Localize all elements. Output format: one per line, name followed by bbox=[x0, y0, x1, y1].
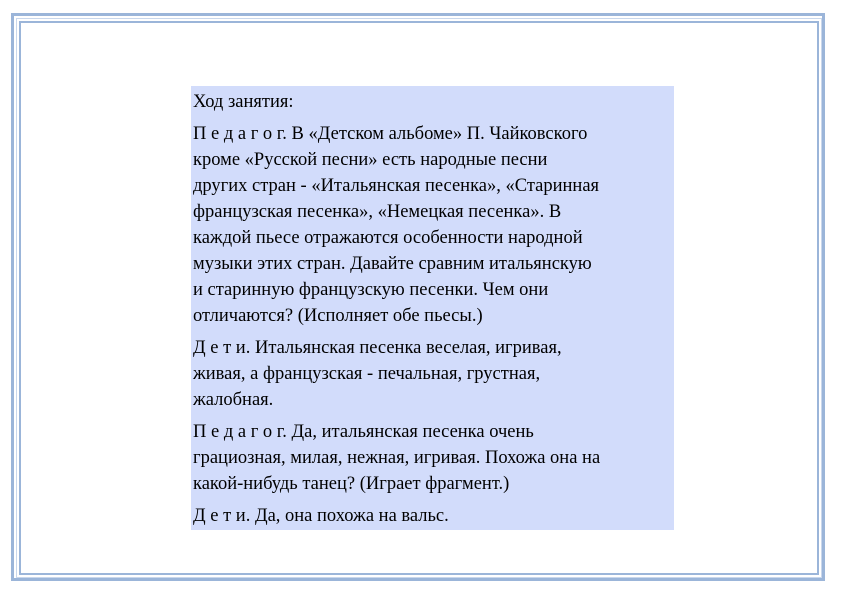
paragraph-children-1 bbox=[193, 335, 674, 413]
paragraph-children-2 bbox=[193, 503, 674, 529]
paragraph-text: Итальянская песенка веселая, игривая, живая, а французская - печальная, грустная, жалобная. bbox=[193, 338, 562, 410]
paragraph-teacher-2 bbox=[193, 419, 674, 497]
paragraph-text: Да, она похожа на вальс. bbox=[250, 506, 449, 526]
speaker-label: Д е т и. bbox=[193, 338, 251, 358]
speaker-label: Д е т и. bbox=[193, 506, 251, 526]
lesson-heading: Ход занятия: bbox=[193, 92, 294, 112]
speaker-label: П е д а г о г. bbox=[193, 422, 287, 442]
paragraph-text: В «Детском альбоме» П. Чайковского кроме «Русской песни» есть народные песни других стран - «Итальянская песенка», «Старинная французская песенка», «Немецкая песенка». В каждой пьесе отражаются особенности народной музыки этих стран. Давайте сравним итальянскую и старинную французскую песенки. Чем они отличаются? (Исполняет обе пьесы.) bbox=[193, 124, 600, 326]
paragraph-text: Да, итальянская песенка очень грациозная, милая, нежная, игривая. Похожа она на какой-нибудь танец? (Играет фрагмент.) bbox=[193, 422, 601, 494]
lesson-text-box bbox=[191, 86, 674, 530]
speaker-label: П е д а г о г. bbox=[193, 124, 287, 144]
paragraph-teacher-1 bbox=[193, 121, 674, 329]
